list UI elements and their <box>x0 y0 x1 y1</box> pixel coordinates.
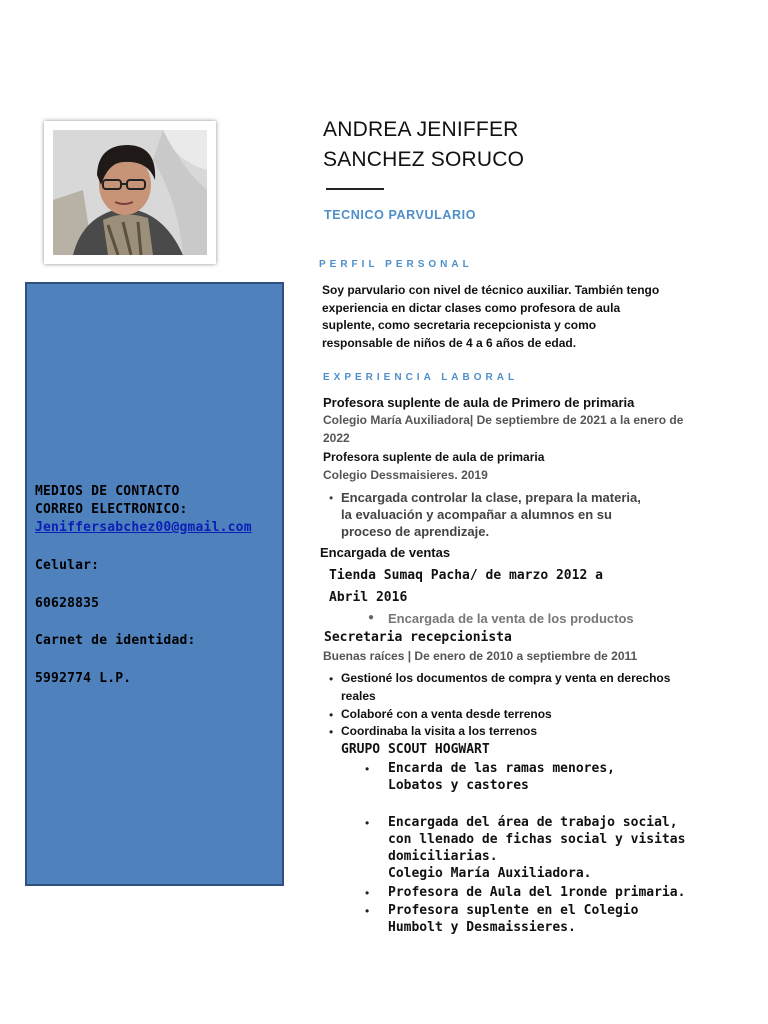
job5-bullet-3: Profesora de Aula del 1ronde primaria. <box>388 885 686 900</box>
phone-value: 60628835 <box>35 596 100 611</box>
profile-line: suplente, como secretaria recepcionista y como <box>322 318 597 332</box>
job5-bullet-2 <box>388 814 685 882</box>
bullet-line: Encargada del área de trabajo social, <box>388 815 678 830</box>
profile-line: experiencia en dictar clases como profesora de aula <box>322 300 621 315</box>
job3-bullet: Encargada de la venta de los productos <box>388 611 634 626</box>
profile-line: responsable de niños de 4 a 6 años de edad. <box>322 335 577 350</box>
profile-photo-frame <box>44 121 216 264</box>
profile-heading: PERFIL PERSONAL <box>319 259 473 270</box>
bullet-dot: • <box>329 672 334 686</box>
job1-org: Colegio María Auxiliadora| De septiembre de 2021 a la enero de <box>323 413 684 427</box>
job-title: TECNICO PARVULARIO <box>324 208 477 222</box>
id-value: 5992774 L.P. <box>35 671 132 686</box>
bullet-dot: • <box>329 725 334 739</box>
bullet-line: Encarda de las ramas menores, <box>388 761 615 776</box>
bullet-line: la evaluación y acompañar a alumnos en su <box>341 507 612 522</box>
bullet-dot: • <box>329 708 334 722</box>
profile-text <box>322 282 659 352</box>
name-divider <box>326 188 384 190</box>
job3-role: Encargada de ventas <box>320 545 451 560</box>
email-link[interactable]: Jeniffersabchez00@gmail.com <box>35 520 252 535</box>
contact-heading: MEDIOS DE CONTACTO <box>35 484 180 499</box>
bullet-dot: ● <box>368 612 375 623</box>
job2-org: Colegio Dessmaisieres. 2019 <box>323 468 488 482</box>
job4-org: Buenas raíces | De enero de 2010 a septiembre de 2011 <box>323 649 638 663</box>
bullet-line: domiciliarias. <box>388 849 498 864</box>
profile-photo <box>53 130 207 255</box>
name-first: ANDREA JENIFFER <box>323 118 519 141</box>
job3-org-cont: Abril 2016 <box>329 590 408 605</box>
job5-bullet-4 <box>388 902 638 936</box>
contact-panel <box>25 282 284 886</box>
bullet-dot: • <box>329 491 334 505</box>
job4-role: Secretaria recepcionista <box>324 630 512 645</box>
bullet-line: Colegio María Auxiliadora. <box>388 866 592 881</box>
job4-bullet-1: Gestioné los documentos de compra y venta en derechos <box>341 671 671 685</box>
bullet-dot: • <box>365 904 370 918</box>
bullet-line: Encargada controlar la clase, prepara la materia, <box>341 490 641 505</box>
phone-label: Celular: <box>35 558 100 573</box>
bullet-dot: • <box>365 762 370 776</box>
job1-org-cont: 2022 <box>323 431 350 445</box>
job4-bullet-1-cont: reales <box>341 689 376 703</box>
job2-role: Profesora suplente de aula de primaria <box>323 450 545 464</box>
bullet-line: Humbolt y Desmaissieres. <box>388 920 576 935</box>
job4-bullet-3: Coordinaba la visita a los terrenos <box>341 724 538 738</box>
bullet-line: Lobatos y castores <box>388 778 529 793</box>
bullet-line: proceso de aprendizaje. <box>341 524 490 539</box>
name-last: SANCHEZ SORUCO <box>323 148 525 171</box>
job4-bullet-2: Colaboré con a venta desde terrenos <box>341 707 552 721</box>
profile-line: Soy parvulario con nivel de técnico auxiliar. También tengo <box>322 283 660 297</box>
bullet-dot: • <box>365 886 370 900</box>
job5-bullet-1 <box>388 760 615 794</box>
job2-bullet <box>341 489 641 540</box>
bullet-line: con llenado de fichas social y visitas <box>388 832 686 847</box>
email-label: CORREO ELECTRONICO: <box>35 502 188 517</box>
experience-heading: EXPERIENCIA LABORAL <box>323 372 519 383</box>
job3-org: Tienda Sumaq Pacha/ de marzo 2012 a <box>329 568 603 583</box>
job5-role: GRUPO SCOUT HOGWART <box>341 742 490 757</box>
job1-role: Profesora suplente de aula de Primero de primaria <box>323 395 635 410</box>
bullet-line: Profesora suplente en el Colegio <box>388 903 639 918</box>
bullet-dot: • <box>365 816 370 830</box>
id-label: Carnet de identidad: <box>35 633 196 648</box>
